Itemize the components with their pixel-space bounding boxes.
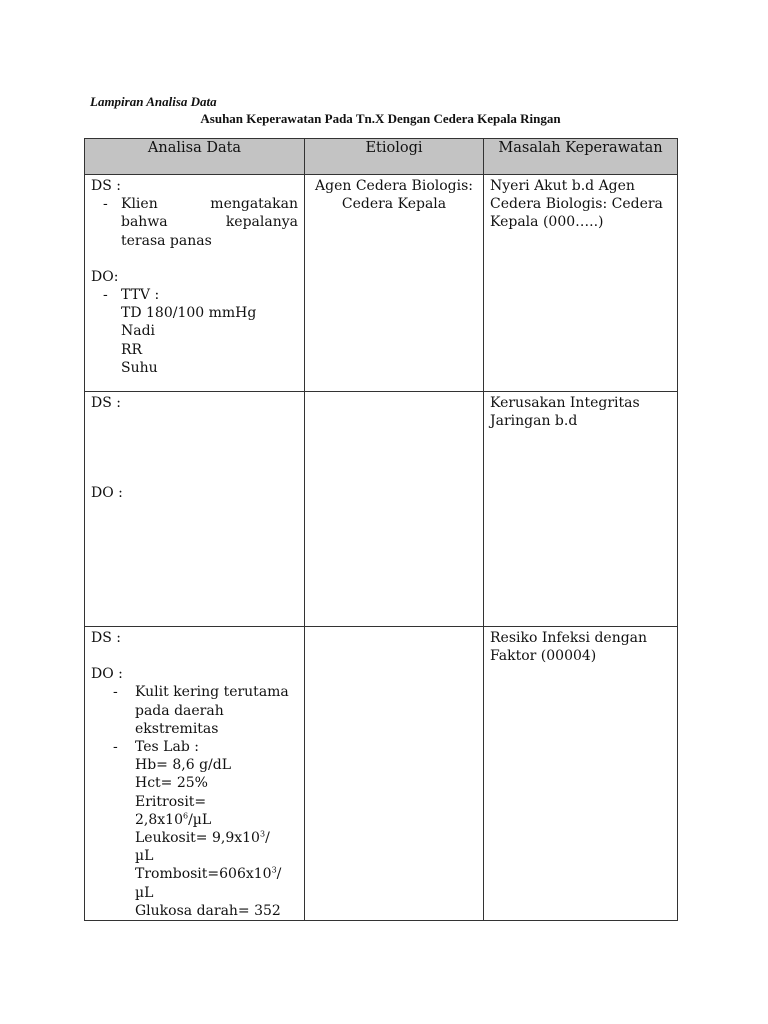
analisa-data-cell	[85, 175, 305, 392]
column-header-masalah-keperawatan: Masalah Keperawatan	[484, 139, 678, 175]
vital-sign: Nadi	[121, 323, 156, 340]
list-item	[91, 286, 298, 377]
bullet-dash: -	[103, 196, 108, 213]
lab-leukosit-unit: µL	[135, 848, 154, 865]
table-row	[85, 175, 678, 392]
ds-label: DS :	[91, 178, 121, 194]
ds-label: DS :	[91, 395, 121, 411]
etiologi-cell	[305, 392, 484, 627]
masalah-cell	[484, 627, 678, 921]
list-item	[91, 683, 298, 738]
column-header-analisa-data: Analisa Data	[85, 139, 305, 175]
do-label: DO :	[91, 485, 123, 502]
table-row	[85, 627, 678, 921]
analisa-data-cell	[85, 392, 305, 627]
lab-eritrosit-label: Eritrosit=	[135, 793, 207, 810]
bullet-dash: -	[113, 684, 118, 701]
do-label: DO:	[91, 268, 119, 285]
lab-hb: Hb= 8,6 g/dL	[135, 757, 232, 774]
bullet-dash: -	[103, 287, 108, 304]
bullet-dash: -	[113, 739, 118, 756]
analisa-data-cell	[85, 627, 305, 921]
lab-hct: Hct= 25%	[135, 775, 208, 792]
masalah-text: Resiko Infeksi dengan Faktor (00004)	[490, 630, 648, 665]
table-row	[85, 392, 678, 627]
ds-statement-line: terasa panas	[121, 232, 212, 249]
table-header-row	[85, 139, 678, 175]
masalah-cell	[484, 175, 678, 392]
etiologi-text	[305, 392, 483, 394]
lab-eritrosit-value: $2,8x10^6/\mu L$	[135, 811, 212, 828]
masalah-cell	[484, 392, 678, 627]
lab-trombosit-value: $Trombosit=606x10^3/$	[135, 865, 282, 883]
lab-trombosit-unit: µL	[135, 884, 154, 901]
etiologi-text	[305, 627, 483, 629]
ds-label: DS :	[91, 630, 121, 646]
etiologi-cell	[305, 175, 484, 392]
lab-glukosa: Glukosa darah= 352	[135, 902, 281, 919]
list-item	[91, 738, 298, 920]
vital-sign: TD 180/100 mmHg	[121, 305, 257, 322]
masalah-text: Nyeri Akut b.d Agen Cedera Biologis: Cedera Kepala (000…..)	[490, 178, 663, 231]
analysis-table	[84, 138, 678, 921]
list-item	[91, 195, 298, 250]
lab-leukosit-value: Leukosit= $9,9x10^3/$	[135, 829, 270, 847]
ttv-label: TTV :	[121, 287, 160, 304]
etiologi-cell	[305, 627, 484, 921]
ds-statement-line: bahwa kepalanya	[121, 214, 298, 231]
masalah-text: Kerusakan Integritas Jaringan b.d	[490, 395, 640, 430]
do-finding: Kulit kering terutama pada daerah ekstremitas	[135, 684, 289, 737]
do-label: DO :	[91, 666, 123, 683]
vital-sign: Suhu	[121, 359, 158, 376]
ds-statement-line: Klien mengatakan	[121, 196, 298, 213]
vital-sign: RR	[121, 341, 143, 358]
document-title: Asuhan Keperawatan Pada Tn.X Dengan Cedera Kepala Ringan	[200, 111, 561, 126]
attachment-title: Lampiran Analisa Data	[90, 94, 217, 109]
lab-label: Tes Lab :	[135, 739, 199, 756]
etiologi-text: Agen Cedera Biologis: Cedera Kepala	[315, 178, 473, 213]
column-header-etiologi: Etiologi	[305, 139, 484, 175]
